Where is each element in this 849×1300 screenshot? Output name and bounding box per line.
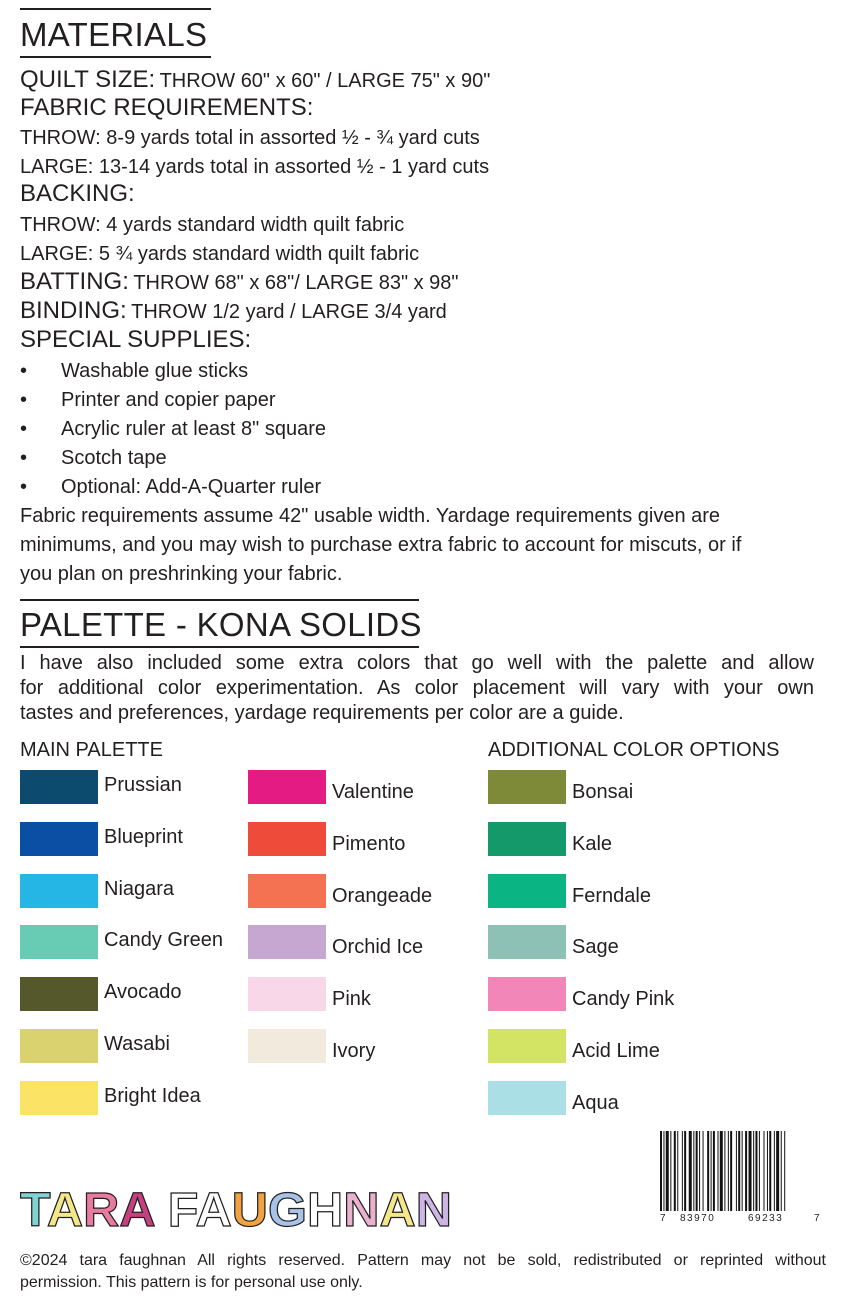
barcode	[660, 1131, 822, 1227]
main-palette-name-niagara: Niagara	[104, 877, 175, 900]
main-palette-name-pimento: Pimento	[332, 832, 406, 855]
batting-label: BATTING:	[20, 268, 129, 295]
main-palette-name-orangeade: Orangeade	[332, 884, 433, 907]
barcode-bar	[736, 1131, 737, 1211]
supply-item-label: Printer and copier paper	[61, 389, 276, 411]
main-palette-name-candy-green: Candy Green	[104, 929, 223, 952]
barcode-bar	[738, 1131, 740, 1211]
supply-item-label: Acrylic ruler at least 8" square	[61, 418, 326, 440]
barcode-bar	[674, 1131, 676, 1211]
main-palette-name-orchid-ice: Orchid Ice	[332, 936, 424, 959]
barcode-digit-left: 7	[660, 1213, 666, 1224]
barcode-bar	[693, 1131, 694, 1211]
main-palette-swatch-valentine	[248, 770, 326, 804]
additional-colors-heading: ADDITIONAL COLOR OPTIONS	[488, 739, 780, 761]
barcode-bar	[769, 1131, 771, 1211]
additional-color-swatch-sage	[488, 925, 566, 959]
main-palette-name-prussian: Prussian	[104, 774, 182, 796]
additional-color-name-ferndale: Ferndale	[572, 884, 651, 907]
materials-note-line: minimums, and you may wish to purchase extra fabric to account for miscuts, or if	[20, 534, 742, 556]
main-palette-name-bright-idea: Bright Idea	[104, 1084, 201, 1107]
main-palette-heading: MAIN PALETTE	[20, 739, 163, 761]
main-palette-swatch-wasabi	[20, 1029, 98, 1063]
main-palette-name-avocado: Avocado	[104, 981, 182, 1004]
logo-lettering: TARA FAUGHNAN	[20, 1186, 451, 1230]
barcode-bar	[730, 1131, 732, 1211]
barcode-bar	[753, 1131, 754, 1211]
supply-item	[20, 444, 167, 472]
palette-intro-line: I have also included some extra colors that go well with the palette and allow	[20, 652, 814, 674]
binding-label: BINDING:	[20, 297, 127, 324]
additional-color-swatch-kale	[488, 822, 566, 856]
quilt-size-value: THROW 60" x 60" / LARGE 75" x 90"	[159, 70, 491, 92]
binding-row	[20, 297, 447, 328]
barcode-bar	[684, 1131, 686, 1211]
barcode-bar	[660, 1131, 662, 1211]
barcode-bar	[703, 1131, 704, 1211]
main-palette-swatch-bright-idea	[20, 1081, 98, 1115]
supply-item-label: Scotch tape	[61, 447, 167, 469]
palette-top-rule	[20, 599, 419, 601]
copyright-line: permission. This pattern is for personal use only.	[20, 1274, 363, 1291]
palette-title: PALETTE - KONA SOLIDS	[20, 606, 422, 643]
supply-item-label: Washable glue sticks	[61, 360, 249, 382]
additional-color-name-acid-lime: Acid Lime	[572, 1040, 660, 1062]
barcode-bar	[724, 1131, 725, 1211]
supply-item	[20, 473, 321, 501]
barcode-bar	[711, 1131, 712, 1211]
main-palette-name-valentine: Valentine	[332, 781, 414, 803]
bullet-icon: •	[20, 360, 28, 382]
barcode-digit-right: 7	[814, 1213, 820, 1224]
tara-faughnan-logo	[20, 1186, 452, 1230]
barcode-bar	[755, 1131, 757, 1211]
main-palette-swatch-orchid-ice	[248, 925, 326, 959]
binding-value: THROW 1/2 yard / LARGE 3/4 yard	[131, 301, 447, 323]
main-palette-swatch-pink	[248, 977, 326, 1011]
batting-row	[20, 268, 459, 299]
supply-item	[20, 415, 326, 443]
palette-intro-line: for additional color experimentation. As color placement will vary with your own	[20, 677, 814, 699]
bullet-icon: •	[20, 389, 28, 411]
additional-color-swatch-acid-lime	[488, 1029, 566, 1063]
additional-color-name-bonsai: Bonsai	[572, 781, 634, 803]
barcode-bar	[689, 1131, 692, 1211]
main-palette-swatch-candy-green	[20, 925, 98, 959]
palette-intro-line: tastes and preferences, yardage requirements per color are a guide.	[20, 702, 624, 724]
barcode-bar	[767, 1131, 768, 1211]
barcode-bar	[728, 1131, 729, 1211]
main-palette-swatch-avocado	[20, 977, 98, 1011]
main-palette-swatch-niagara	[20, 874, 98, 908]
barcode-bar	[759, 1131, 760, 1211]
barcode-bar	[720, 1131, 723, 1211]
materials-note-line: you plan on preshrinking your fabric.	[20, 563, 343, 585]
materials-top-rule	[20, 8, 211, 10]
fabric-requirements-label: FABRIC REQUIREMENTS:	[20, 94, 314, 121]
additional-color-name-aqua: Aqua	[572, 1091, 619, 1114]
main-palette-name-pink: Pink	[332, 988, 371, 1011]
palette-intro	[20, 651, 814, 726]
additional-color-name-sage: Sage	[572, 936, 619, 959]
barcode-bar	[776, 1131, 779, 1211]
barcode-bar	[696, 1131, 698, 1211]
barcode-bar	[781, 1131, 782, 1211]
bullet-icon: •	[20, 447, 28, 469]
materials-note	[20, 502, 820, 589]
barcode-bar	[677, 1131, 678, 1211]
barcode-bar	[707, 1131, 709, 1211]
barcode-digits-group-1: 83970	[680, 1213, 716, 1224]
main-palette-name-blueprint: Blueprint	[104, 825, 183, 848]
backing-throw: THROW: 4 yards standard width quilt fabric	[20, 214, 405, 236]
barcode-bar	[718, 1131, 719, 1211]
barcode-bar	[682, 1131, 683, 1211]
bullet-icon: •	[20, 418, 28, 440]
backing-label: BACKING:	[20, 180, 135, 207]
backing-large: LARGE: 5 ¾ yards standard width quilt fabric	[20, 243, 420, 265]
main-palette-swatch-pimento	[248, 822, 326, 856]
barcode-bar	[663, 1131, 664, 1211]
main-palette-name-wasabi: Wasabi	[104, 1033, 170, 1055]
bullet-icon: •	[20, 476, 28, 498]
fabric-requirements-throw: THROW: 8-9 yards total in assorted ½ - ¾ yard cuts	[20, 127, 480, 149]
barcode-bar	[742, 1131, 743, 1211]
batting-value: THROW 68" x 68"/ LARGE 83" x 98"	[133, 272, 459, 294]
main-palette-swatch-blueprint	[20, 822, 98, 856]
fabric-requirements-large: LARGE: 13-14 yards total in assorted ½ - 1 yard cuts	[20, 156, 490, 178]
barcode-bar	[774, 1131, 775, 1211]
additional-color-swatch-ferndale	[488, 874, 566, 908]
barcode-bar	[670, 1131, 671, 1211]
barcode-bar	[666, 1131, 669, 1211]
additional-color-swatch-aqua	[488, 1081, 566, 1115]
copyright-footer	[20, 1250, 826, 1294]
main-palette-swatch-orangeade	[248, 874, 326, 908]
barcode-bar	[699, 1131, 700, 1211]
copyright-line: ©2024 tara faughnan All rights reserved. Pattern may not be sold, redistributed or reprinted without	[20, 1252, 826, 1269]
palette-bottom-rule	[20, 646, 419, 648]
special-supplies-label: SPECIAL SUPPLIES:	[20, 326, 252, 353]
supply-item	[20, 357, 248, 385]
supply-item	[20, 386, 276, 414]
materials-note-line: Fabric requirements assume 42" usable width. Yardage requirements given are	[20, 505, 721, 527]
quilt-size-row	[20, 66, 490, 97]
barcode-bar	[749, 1131, 752, 1211]
barcode-bar	[745, 1131, 747, 1211]
materials-title: MATERIALS	[20, 16, 208, 53]
additional-color-swatch-candy-pink	[488, 977, 566, 1011]
main-palette-swatch-prussian	[20, 770, 98, 804]
barcode-bars	[660, 1131, 822, 1211]
supply-item-label: Optional: Add-A-Quarter ruler	[61, 476, 322, 498]
barcode-bar	[713, 1131, 715, 1211]
materials-bottom-rule	[20, 56, 211, 58]
barcode-digits-group-2: 69233	[748, 1213, 784, 1224]
additional-color-swatch-bonsai	[488, 770, 566, 804]
barcode-bar	[784, 1131, 785, 1211]
barcode-bar	[764, 1131, 765, 1211]
additional-color-name-candy-pink: Candy Pink	[572, 988, 675, 1011]
main-palette-swatch-ivory	[248, 1029, 326, 1063]
quilt-size-label: QUILT SIZE:	[20, 66, 156, 93]
main-palette-name-ivory: Ivory	[332, 1040, 376, 1062]
additional-color-name-kale: Kale	[572, 832, 613, 855]
